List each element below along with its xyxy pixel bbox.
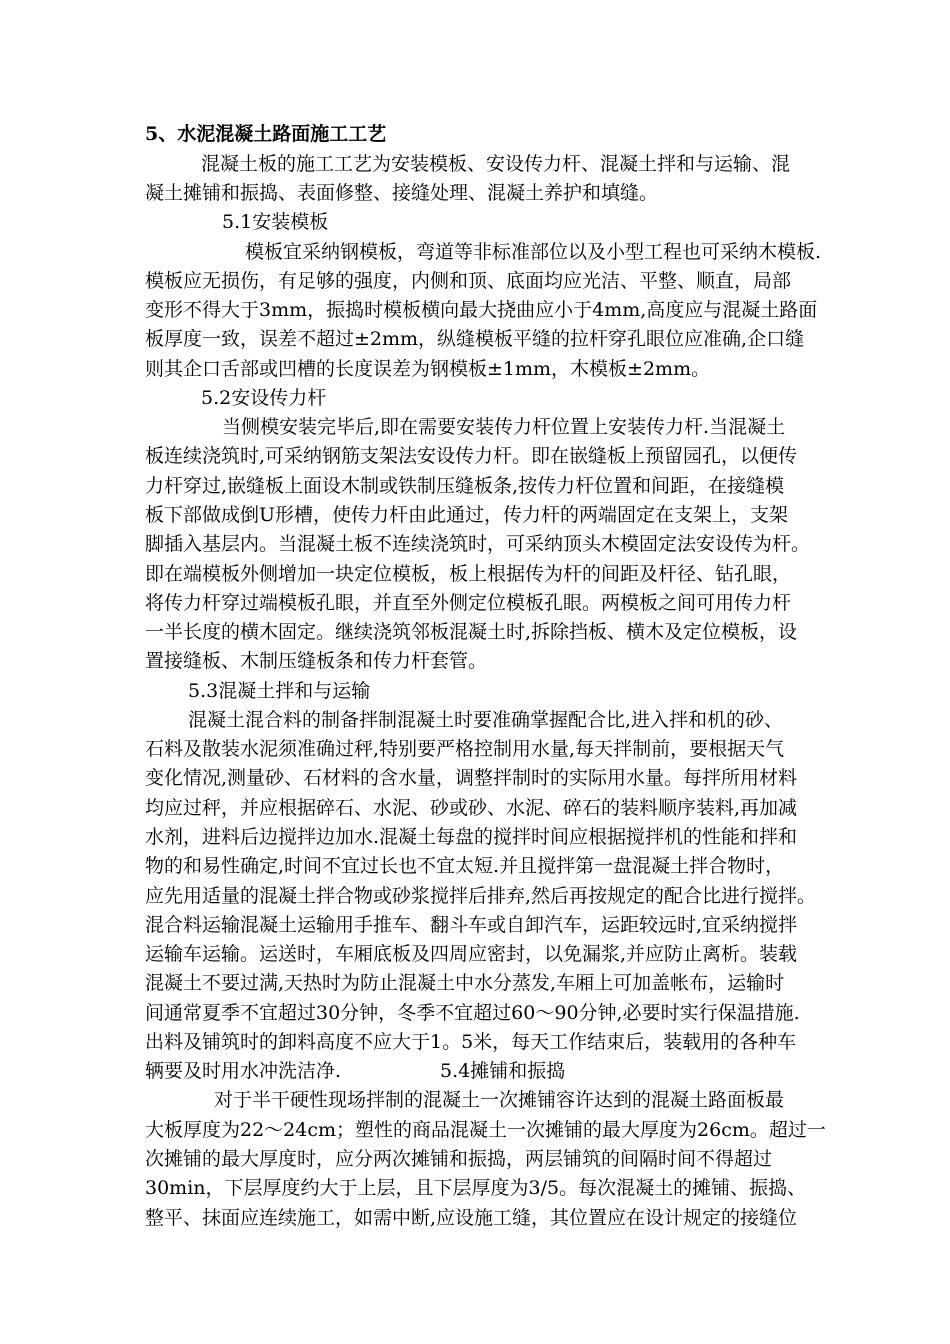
paragraph-line: 板下部做成倒U形槽，使传力杆由此通过，传力杆的两端固定在支架上，支架 <box>145 504 789 526</box>
paragraph-line: 间通常夏季不宜超过30分钟，冬季不宜超过60～90分钟,必要时实行保温措施. <box>145 1002 800 1024</box>
subsection-heading: 5.2安设传力杆 <box>201 387 327 409</box>
paragraph-line: 辆要及时用水冲洗洁净. <box>145 1060 342 1082</box>
paragraph-line: 混凝土不要过满,天热时为防止混凝土中水分蒸发,车厢上可加盖帐布，运输时 <box>145 972 785 994</box>
subsection-heading: 5.3混凝土拌和与运输 <box>188 680 371 702</box>
paragraph-line: 大板厚度为22～24cm；塑性的商品混凝土一次摊铺的最大厚度为26cm。超过一 <box>145 1119 826 1141</box>
paragraph-line: 即在端模板外侧增加一块定位模板，板上根据传为杆的间距及杆径、钻孔眼， <box>145 563 792 585</box>
paragraph-line: 模板应无损伤，有足够的强度，内侧和顶、底面均应光洁、平整、顺直，局部 <box>145 270 792 292</box>
paragraph-line: 力杆穿过,嵌缝板上面设木制或铁制压缝板条,按传力杆位置和间距，在接缝模 <box>145 475 785 497</box>
paragraph-line: 整平、抹面应连续施工，如需中断,应设施工缝，其位置应在设计规定的接缝位 <box>145 1207 798 1229</box>
section-heading: 5、水泥混凝土路面施工工艺 <box>145 123 387 145</box>
paragraph-line: 一半长度的横木固定。继续浇筑邻板混凝土时,拆除挡板、横木及定位模板，设 <box>145 621 798 643</box>
paragraph-line: 混凝土混合料的制备拌制混凝土时要准确掌握配合比,进入拌和机的砂、 <box>188 709 784 731</box>
paragraph-line: 均应过秤，并应根据碎石、水泥、砂或砂、水泥、碎石的装料顺序装料,再加减 <box>145 797 798 819</box>
paragraph-line: 次摊铺的最大厚度时，应分两次摊铺和振捣，两层铺筑的间隔时间不得超过 <box>145 1148 773 1170</box>
paragraph-line: 变化情况,测量砂、石材料的含水量，调整拌制时的实际用水量。每拌所用材料 <box>145 767 798 789</box>
paragraph-line: 对于半干硬性现场拌制的混凝土一次摊铺容许达到的混凝土路面板最 <box>214 1089 785 1111</box>
paragraph-line: 将传力杆穿过端模板孔眼，并直至外侧定位模板孔眼。两模板之间可用传力杆 <box>145 592 792 614</box>
subsection-heading: 5.1安装模板 <box>222 211 329 233</box>
paragraph-line: 应先用适量的混凝土拌合物或砂浆搅拌后排弃,然后再按规定的配合比进行搅拌。 <box>145 885 817 907</box>
paragraph-line: 板连续浇筑时,可采纳钢筋支架法安设传力杆。即在嵌缝板上预留园孔，以便传 <box>145 445 798 467</box>
paragraph-line: 出料及铺筑时的卸料高度不应大于1。5米，每天工作结束后，装载用的各种车 <box>145 1031 797 1053</box>
paragraph-line: 模板宜采纳钢模板，弯道等非标准部位以及小型工程也可采纳木模板. <box>245 241 822 263</box>
paragraph-line: 当侧模安装完毕后,即在需要安装传力杆位置上安装传力杆.当混凝土 <box>222 416 786 438</box>
paragraph-line: 板厚度一致，误差不超过±2mm，纵缝模板平缝的拉杆穿孔眼位应准确,企口缝 <box>145 328 805 350</box>
paragraph-line: 置接缝板、木制压缝板条和传力杆套管。 <box>145 650 488 672</box>
paragraph-line: 凝土摊铺和振捣、表面修整、接缝处理、混凝土养护和填缝。 <box>145 182 659 204</box>
subsection-heading-inline: 5.4摊铺和振捣 <box>440 1060 566 1082</box>
paragraph-line: 石料及散装水泥须准确过秤,特别要严格控制用水量,每天拌制前，要根据天气 <box>145 738 785 760</box>
paragraph-line: 则其企口舌部或凹槽的长度误差为钢模板±1mm，木模板±2mm。 <box>145 358 711 380</box>
paragraph-line: 30min，下层厚度约大于上层，且下层厚度为3/5。每次混凝土的摊铺、振捣、 <box>145 1177 807 1199</box>
paragraph-line: 变形不得大于3mm，振捣时模板横向最大挠曲应小于4mm,高度应与混凝土路面 <box>145 299 818 321</box>
paragraph-line: 物的和易性确定,时间不宜过长也不宜太短.并且搅拌第一盘混凝土拌合物时， <box>145 855 785 877</box>
paragraph-line: 混凝土板的施工工艺为安装模板、安设传力杆、混凝土拌和与运输、混 <box>201 153 791 175</box>
paragraph-line: 水剂，进料后边搅拌边加水.混凝土每盘的搅拌时间应根据搅拌机的性能和拌和 <box>145 826 798 848</box>
paragraph-line: 脚插入基层内。当混凝土板不连续浇筑时，可采纳顶头木模固定法安设传为杆。 <box>145 533 811 555</box>
paragraph-line: 运输车运输。运送时，车厢底板及四周应密封，以免漏浆,并应防止离析。装载 <box>145 943 798 965</box>
paragraph-line: 混合料运输混凝土运输用手推车、翻斗车或自卸汽车，运距较远时,宜采纳搅拌 <box>145 914 798 936</box>
